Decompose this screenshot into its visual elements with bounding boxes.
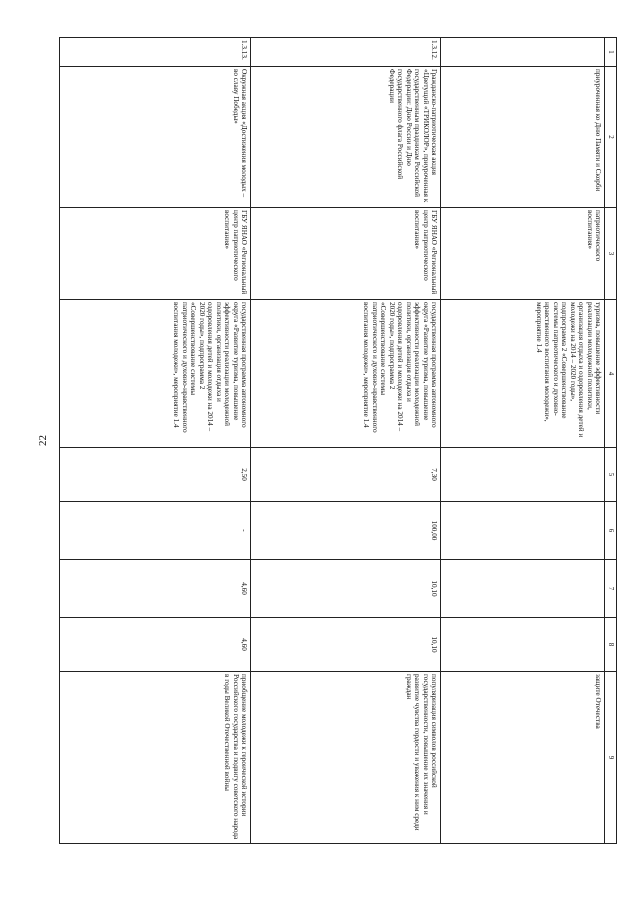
- program-reference: государственная программа автономного округа «Развитие туризма, повышение эффективности реализации молодежной политики, организация отдыха и оздоровления детей и молодежи на 2014 – 2020 годы», подпрограмма 2 «Совершенствование системы патриотического и духовно-нравственного воспитания молодежи», мероприятие 1.4: [60, 300, 251, 448]
- header-col-9: 9: [605, 672, 617, 844]
- event-name: Окружная акция «Достижения молодых – во славу Победы»: [60, 67, 251, 208]
- event-name: приуроченная ко Дню Памяти и Скорби: [441, 67, 605, 208]
- value-col-7: 4,60: [60, 560, 251, 618]
- program-reference: туризма, повышение эффективности реализации молодежной политики, организация отдыха и оздоровления детей и молодежи на 2014 – 2020 годы», подпрограмма 2 «Совершенствование системы патриотического и духовно-нравственного воспитания молодежи», мероприятие 1.4: [441, 300, 605, 448]
- header-col-5: 5: [605, 448, 617, 502]
- rotated-table-wrapper: [60, 37, 617, 843]
- page-number: 22: [37, 435, 49, 446]
- row-number: [441, 38, 605, 67]
- header-col-3: 3: [605, 208, 617, 300]
- value-col-8: 4,60: [60, 618, 251, 672]
- value-col-5: [441, 448, 605, 502]
- header-col-6: 6: [605, 502, 617, 560]
- table-row: [441, 38, 605, 844]
- value-col-7: 10,10: [251, 560, 441, 618]
- program-reference: государственная программа автономного округа «Развитие туризма, повышение эффективности реализации молодежной политики, организация отдыха и оздоровления детей и молодежи на 2014 – 2020 годы», подпрограмма 2 «Совершенствование системы патриотического и духовно-нравственного воспитания молодежи», мероприятие 1.4: [251, 300, 441, 448]
- value-col-8: 10,10: [251, 618, 441, 672]
- header-col-8: 8: [605, 618, 617, 672]
- executor: ГБУ ЯНАО «Региональный центр патриотического воспитания»: [60, 208, 251, 300]
- value-col-8: [441, 618, 605, 672]
- header-col-4: 4: [605, 300, 617, 448]
- header-col-7: 7: [605, 560, 617, 618]
- table-row: [251, 38, 441, 844]
- value-col-5: 7,30: [251, 448, 441, 502]
- value-col-6: -: [60, 502, 251, 560]
- value-col-7: [441, 560, 605, 618]
- expected-result: популяризация символов российской государственности, повышение их значения и развитие чувства гордости и уважения к ним среди граждан: [251, 672, 441, 844]
- header-col-1: 1: [605, 38, 617, 67]
- expected-result: приобщение молодежи к героической истории Российского государства и подвигу советского народа в годы Великой Отечественной войны: [60, 672, 251, 844]
- value-col-6: [441, 502, 605, 560]
- program-table: [59, 37, 617, 844]
- event-name: Гражданско-патриотическая акция «Цветущий «ТРИКОЛОР», приуроченная к государственным праздникам Российской Федерации: Дню России и Дню государственного флага Российской Федерации: [251, 67, 441, 208]
- executor: патриотического воспитания»: [441, 208, 605, 300]
- value-col-5: 2,50: [60, 448, 251, 502]
- table-row: [60, 38, 251, 844]
- header-row: [605, 38, 617, 844]
- header-col-2: 2: [605, 67, 617, 208]
- expected-result: защите Отечества: [441, 672, 605, 844]
- value-col-6: 100,00: [251, 502, 441, 560]
- executor: ГБУ ЯНАО «Региональный центр патриотического воспитания»: [251, 208, 441, 300]
- row-number: 1.3.12.: [251, 38, 441, 67]
- row-number: 1.3.13.: [60, 38, 251, 67]
